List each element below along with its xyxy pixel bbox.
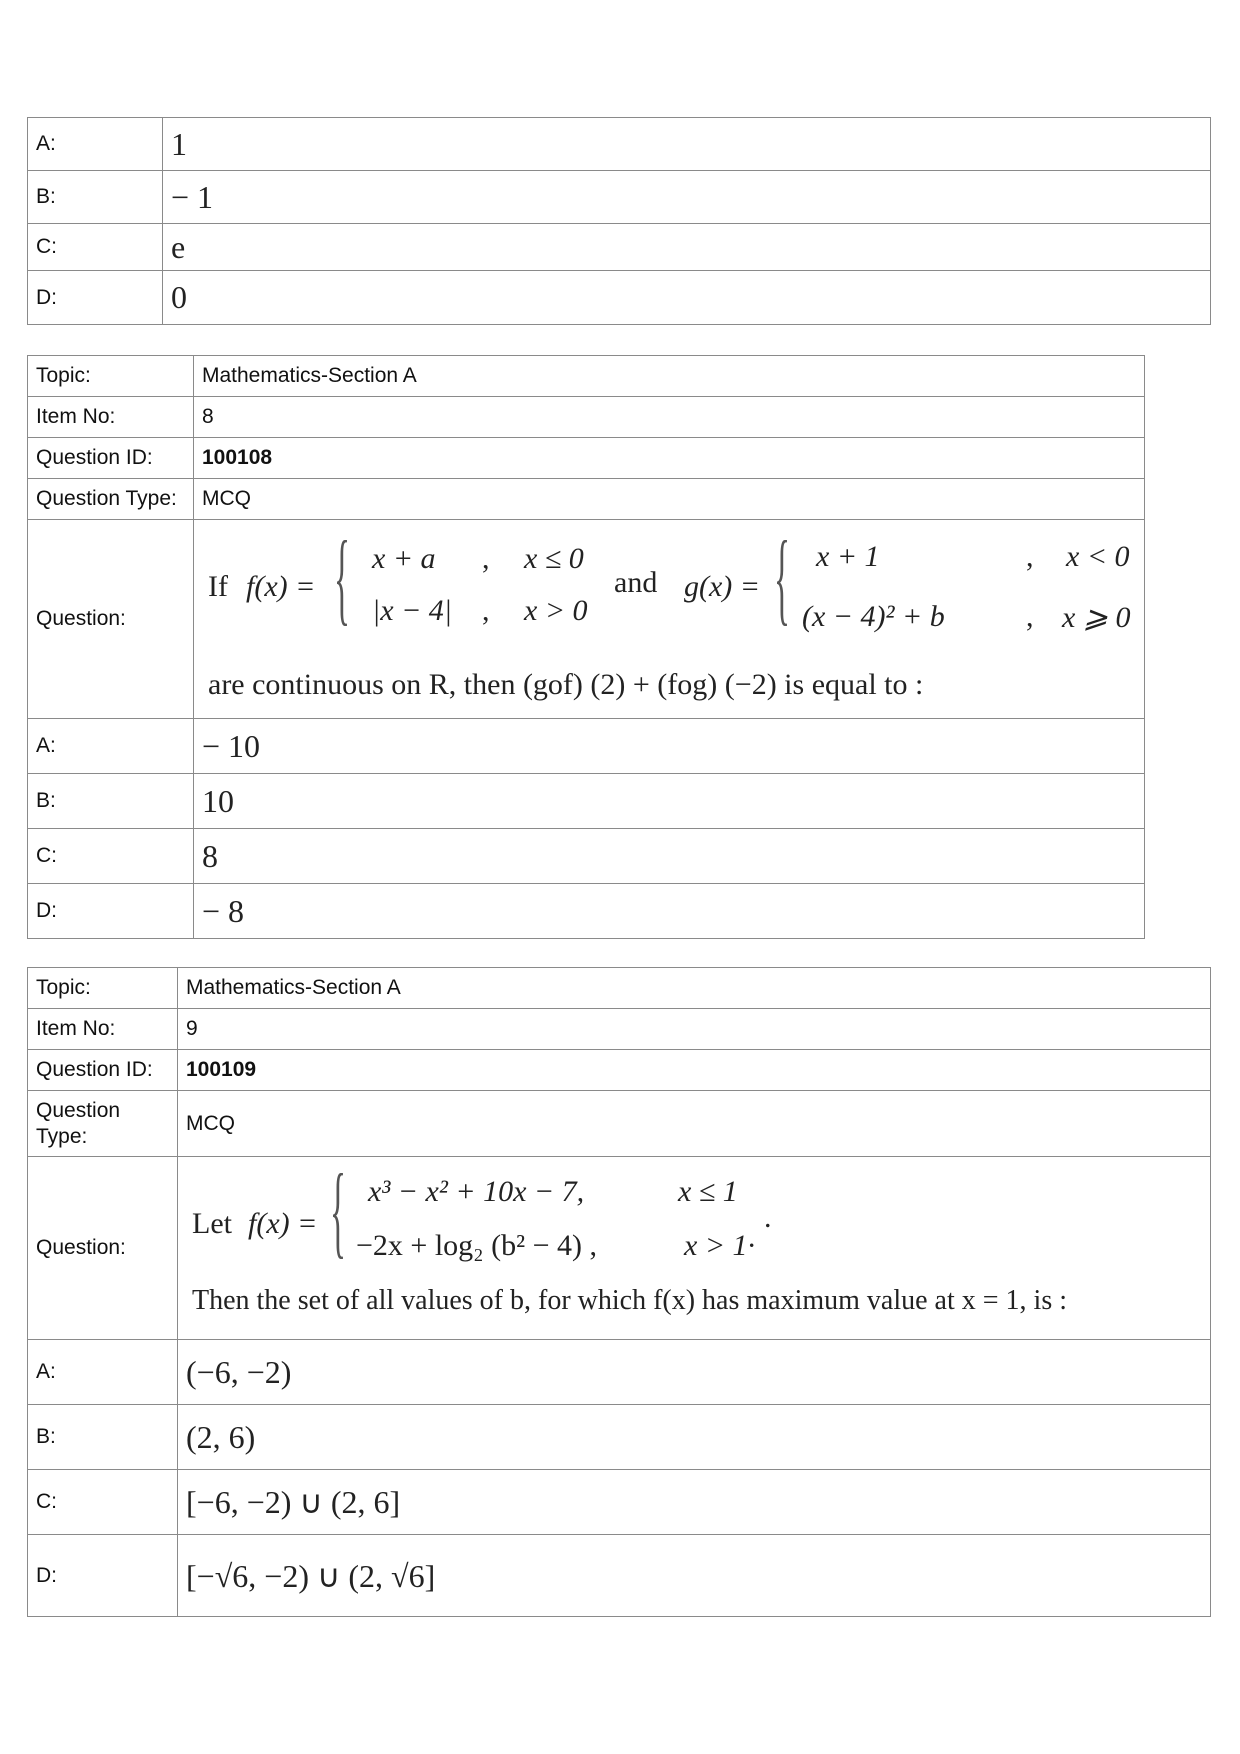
q8-f-case2-cond: x > 0 bbox=[524, 594, 588, 627]
option-label: A: bbox=[28, 118, 163, 171]
q9-case1-expr: x³ − x² + 10x − 7, bbox=[368, 1175, 585, 1208]
question-type-value: MCQ bbox=[178, 1091, 1211, 1157]
option-label: D: bbox=[28, 884, 194, 939]
q8-f-def: f(x) = bbox=[246, 570, 316, 603]
q8-g-case1-expr: x + 1 bbox=[816, 540, 880, 573]
option-value: 1 bbox=[163, 118, 1211, 171]
q8-g-brace: { bbox=[774, 520, 790, 635]
q9-option-b bbox=[28, 1405, 1211, 1470]
item-no-label: Item No: bbox=[28, 1009, 178, 1050]
question-body bbox=[194, 520, 1145, 719]
topic-label: Topic: bbox=[28, 968, 178, 1009]
option-value: (−6, −2) bbox=[178, 1340, 1211, 1405]
option-value: 10 bbox=[194, 774, 1145, 829]
option-value: e bbox=[163, 224, 1211, 271]
option-value: − 8 bbox=[194, 884, 1145, 939]
question-id-label: Question ID: bbox=[28, 438, 194, 479]
option-value: − 10 bbox=[194, 719, 1145, 774]
option-label: B: bbox=[28, 774, 194, 829]
q7-option-b bbox=[28, 171, 1211, 224]
q9-case2-expr: −2x + log₂ (b² − 4) , bbox=[356, 1229, 598, 1262]
q8-type-row bbox=[28, 479, 1145, 520]
question-label: Question: bbox=[28, 1157, 178, 1340]
q9-let: Let bbox=[192, 1207, 232, 1240]
q8-f-case2-expr: |x − 4| bbox=[372, 594, 453, 627]
q9-option-c bbox=[28, 1470, 1211, 1535]
q9-table bbox=[27, 967, 1211, 1617]
q9-question-row bbox=[28, 1157, 1211, 1340]
question-id-value: 100109 bbox=[178, 1050, 1211, 1091]
q7-option-d bbox=[28, 271, 1211, 325]
option-label: C: bbox=[28, 224, 163, 271]
option-value: [−√6, −2) ∪ (2, √6] bbox=[178, 1535, 1211, 1617]
q8-comma: , bbox=[1026, 540, 1034, 573]
q8-option-b bbox=[28, 774, 1145, 829]
option-value: − 1 bbox=[163, 171, 1211, 224]
topic-value: Mathematics-Section A bbox=[194, 356, 1145, 397]
q8-g-case2-expr: (x − 4)² + b bbox=[802, 600, 945, 633]
q8-option-a bbox=[28, 719, 1145, 774]
q8-question-row bbox=[28, 520, 1145, 719]
topic-label: Topic: bbox=[28, 356, 194, 397]
q9-option-a bbox=[28, 1340, 1211, 1405]
option-label: C: bbox=[28, 829, 194, 884]
q7-options-table bbox=[27, 117, 1211, 325]
q9-option-d bbox=[28, 1535, 1211, 1617]
option-value: [−6, −2) ∪ (2, 6] bbox=[178, 1470, 1211, 1535]
q8-topic-row bbox=[28, 356, 1145, 397]
q9-id-row bbox=[28, 1050, 1211, 1091]
q8-option-c bbox=[28, 829, 1145, 884]
option-value: 0 bbox=[163, 271, 1211, 325]
q8-item-row bbox=[28, 397, 1145, 438]
q8-tail: are continuous on R, then (gof) (2) + (fog) (−2) is equal to : bbox=[208, 668, 924, 701]
q8-comma: , bbox=[1026, 600, 1034, 633]
option-label: A: bbox=[28, 1340, 178, 1405]
q8-g-case2-cond: x ⩾ 0 bbox=[1062, 601, 1131, 634]
option-label: D: bbox=[28, 1535, 178, 1617]
item-no-label: Item No: bbox=[28, 397, 194, 438]
q9-type-row bbox=[28, 1091, 1211, 1157]
option-label: C: bbox=[28, 1470, 178, 1535]
option-value: (2, 6) bbox=[178, 1405, 1211, 1470]
q8-g-def: g(x) = bbox=[684, 570, 761, 603]
q8-f-case1-expr: x + a bbox=[372, 542, 436, 575]
option-label: B: bbox=[28, 171, 163, 224]
q9-item-row bbox=[28, 1009, 1211, 1050]
q9-f-def: f(x) = bbox=[248, 1207, 318, 1240]
q9-case2-cond: x > 1· bbox=[684, 1229, 756, 1262]
q8-f-case1-cond: x ≤ 0 bbox=[524, 542, 584, 575]
q9-tail: Then the set of all values of b, for which f(x) has maximum value at x = 1, is : bbox=[192, 1285, 1068, 1316]
question-type-label: Question Type: bbox=[28, 479, 194, 520]
question-type-label: Question Type: bbox=[28, 1091, 178, 1157]
q8-if: If bbox=[208, 570, 228, 603]
q8-g-case1-cond: x < 0 bbox=[1066, 540, 1130, 573]
question-body bbox=[178, 1153, 1211, 1340]
q8-id-row bbox=[28, 438, 1145, 479]
topic-value: Mathematics-Section A bbox=[178, 968, 1211, 1009]
q8-option-d bbox=[28, 884, 1145, 939]
q7-option-a bbox=[28, 118, 1211, 171]
q8-f-brace: { bbox=[334, 520, 350, 635]
q7-option-c bbox=[28, 224, 1211, 271]
q9-brace: { bbox=[330, 1153, 346, 1268]
option-label: B: bbox=[28, 1405, 178, 1470]
q8-comma: , bbox=[482, 542, 490, 575]
question-label: Question: bbox=[28, 520, 194, 719]
q8-comma: , bbox=[482, 594, 490, 627]
q9-dot: . bbox=[764, 1201, 772, 1234]
item-no-value: 9 bbox=[178, 1009, 1211, 1050]
question-id-value: 100108 bbox=[194, 438, 1145, 479]
q8-table bbox=[27, 355, 1145, 939]
q8-and: and bbox=[614, 566, 658, 599]
question-type-value: MCQ bbox=[194, 479, 1145, 520]
item-no-value: 8 bbox=[194, 397, 1145, 438]
option-value: 8 bbox=[194, 829, 1145, 884]
q9-topic-row bbox=[28, 968, 1211, 1009]
option-label: A: bbox=[28, 719, 194, 774]
q9-case1-cond: x ≤ 1 bbox=[678, 1175, 738, 1208]
question-id-label: Question ID: bbox=[28, 1050, 178, 1091]
option-label: D: bbox=[28, 271, 163, 325]
